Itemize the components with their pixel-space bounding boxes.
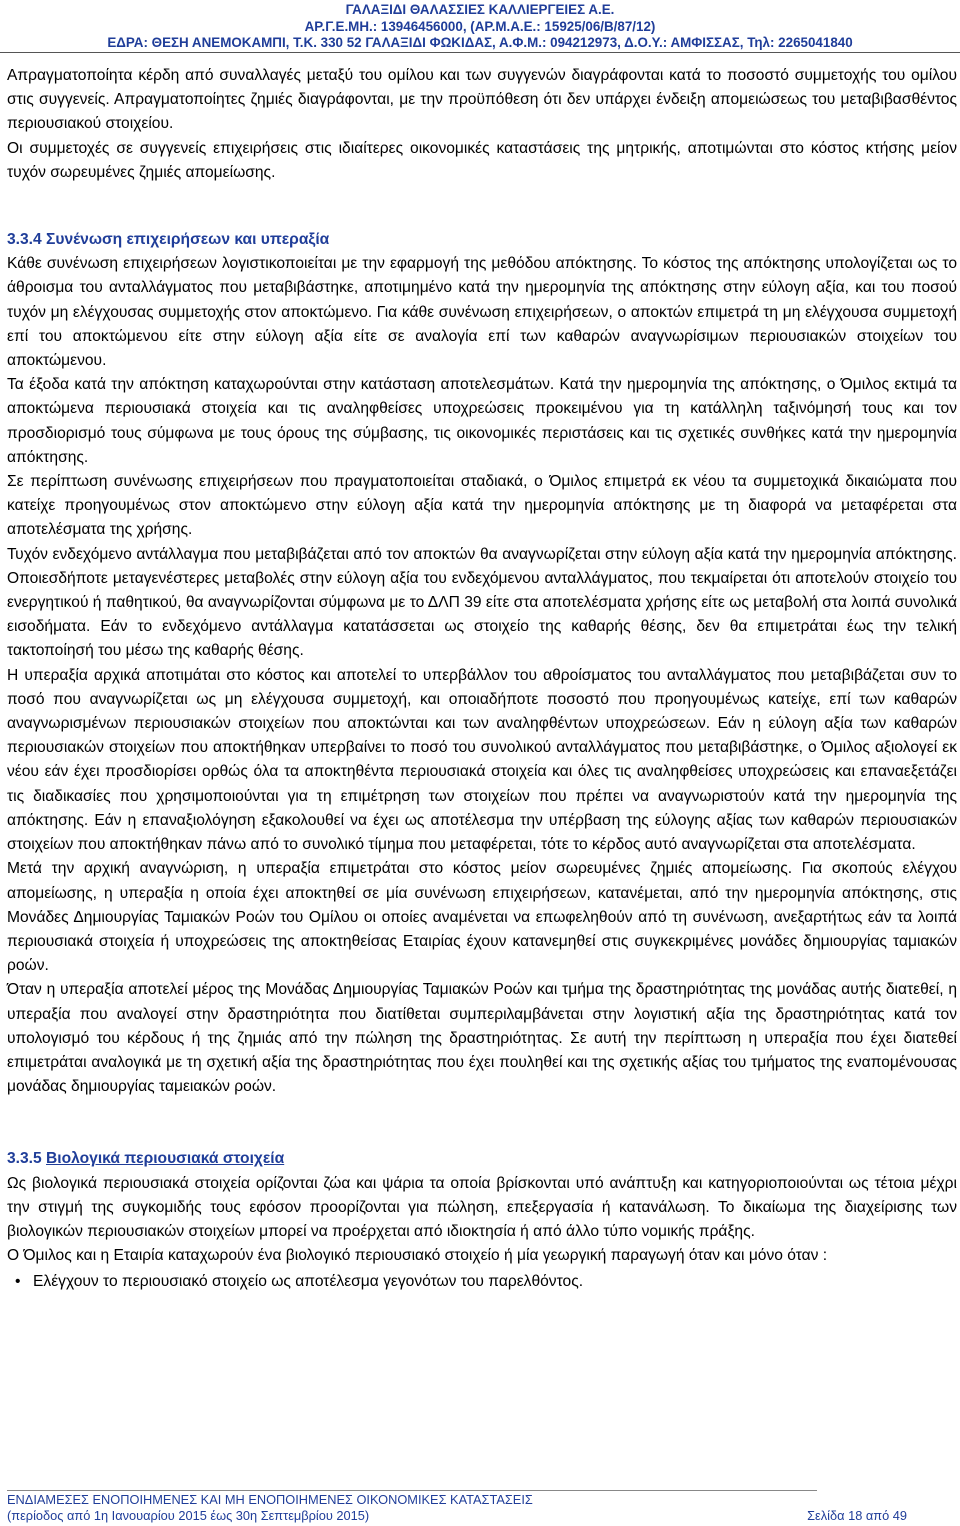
company-name: ΓΑΛΑΞΙΔΙ ΘΑΛΑΣΣΙΕΣ ΚΑΛΛΙΕΡΓΕΙΕΣ Α.Ε. [345,2,615,17]
section-335-paragraph-1: Ως βιολογικά περιουσιακά στοιχεία ορίζονται ζώα και ψάρια τα οποία βρίσκονται υπό ανάπτυξη και κατηγοριοποιούνται ως τέτοια μέχρι την στιγμή της συγκομιδής τους εφόσον προορίζονται για πώληση, επεξεργασία ή κατανάλωση. Το δικαίωμα της διαχείρισης των βιολογικών περιουσιακών στοιχείων μπορεί να προέρχεται από ιδιοκτησία ή από άλλο τύπο νομικής πράξης. [7,1174,957,1240]
spacer [7,1099,957,1147]
company-address: ΕΔΡΑ: ΘΕΣΗ ΑΝΕΜΟΚΑΜΠΙ, Τ.Κ. 330 52 ΓΑΛΑΞΙΔΙ ΦΩΚΙΔΑΣ, Α.Φ.Μ.: 094212973, Δ.Ο.Υ.: ΑΜΦΙΣΣΑΣ, Τηλ: 2265041840 [107,35,853,50]
section-number: 3.3.5 [7,1150,47,1168]
section-334-paragraph: Η υπεραξία αρχικά αποτιμάται στο κόστος και αποτελεί το υπερβάλλον του αθροίσματος του ανταλλάγματος που μεταβιβάζεται συν το ποσό που αναγνωρίζεται ως μη ελέγχουσα συμμετοχή, και οποιαδήποτε ποσοστό που προηγουμένως κατείχε, επί των καθαρών αναγνωρισμένων περιουσιακών στοιχείων που αποκτώνται και των αναληφθέντων υποχρεώσεων. Εάν η εύλογη αξία των καθαρών περιουσιακών στοιχείων που αποκτήθηκαν υπερβαίνει το ποσό του συνολικού ανταλλάγματος που μεταβιβάστηκε, ο Όμιλος αξιολογεί εκ νέου εάν έχει προσδιορίσει ορθώς όλα τα αποκτηθέντα περιουσιακά στοιχεία και όλες τις αναληφθείσες υποχρεώσεις και επαναεξετάζει τις διαδικασίες που χρησιμοποιούνται για τη επιμέτρηση των στοιχείων που πρέπει να αναγνωριστούν κατά την ημερομηνία της απόκτησης. Εάν η επαναξιολόγηση εξακολουθεί να έχει ως αποτέλεσμα την υπέρβαση της εύλογης αξίας των καθαρών περιουσιακών στοιχείων που αποκτήθηκαν πάνω από το συνολικό τίμημα που μεταφέρεται, τότε το κέρδος αυτό αναγνωρίζεται στα αποτελέσματα. [7,666,957,854]
footer-divider [7,1490,817,1491]
bullet-icon: • [15,1273,21,1291]
page-header [0,2,960,52]
intro-paragraph-1: Απραγματοποίητα κέρδη από συναλλαγές μεταξύ του ομίλου και των συγγενών διαγράφονται κατά το ποσοστό συμμετοχής του ομίλου στις συγγενείς. Απραγματοποίητες ζημιές διαγράφονται, με την προϋπόθεση ότι δεν υπάρχει ένδειξη απομειώσεως του μεταβιβασθέντος περιουσιακού στοιχείου. [7,67,957,133]
bullet-list-item [7,1270,957,1294]
footer-period: (περίοδος από 1η Ιανουαρίου 2015 έως 30η Σεπτεμβρίου 2015) [7,1507,370,1523]
section-335-paragraph-2: Ο Όμιλος και η Εταιρία καταχωρούν ένα βιολογικό περιουσιακό στοιχείο ή μία γεωργική παραγωγή όταν και μόνο όταν : [7,1247,828,1265]
section-334-paragraph: Τυχόν ενδεχόμενο αντάλλαγμα που μεταβιβάζεται από τον αποκτών θα αναγνωρίζεται στην εύλογη αξία κατά την ημερομηνία απόκτησης. Οποιεσδήποτε μεταγενέστερες μεταβολές στην εύλογη αξία του ενδεχόμενου ανταλλάγματος, που τεκμαίρεται ότι αποτελούν στοιχείο του ενεργητικού ή παθητικού, θα αναγνωρίζονται σύμφωνα με το ΔΛΠ 39 είτε στα αποτελέσματα χρήσης είτε ως μεταβολή στα λοιπά συνολικά εισοδήματα. Εάν το ενδεχόμενο αντάλλαγμα κατατάσσεται ως στοιχείο της καθαρής θέσης, δεν θα επιμετράται έως την τελική τακτοποίησή του μέσω της καθαρής θέσης. [7,545,957,660]
section-334-paragraph: Κάθε συνένωση επιχειρήσεων λογιστικοποιείται με την εφαρμογή της μεθόδου απόκτησης. Το κόστος της απόκτησης υπολογίζεται ως το άθροισμα του ανταλλάγματος που μεταβιβάστηκε, αποτιμημένο κατά την ημερομηνία της απόκτησης στην εύλογη αξία, και του ποσού τυχόν μη ελέγχουσας συμμετοχής στον αποκτώμενο. Για κάθε συνένωση επιχειρήσεων, ο αποκτών επιμετρά τη μη ελέγχουσα συμμετοχή επί του αποκτώμενου είτε στην εύλογη αξία είτε σε αναλογία επί των καθαρών αναγνωρίσιμων περιουσιακών στοιχείων του αποκτώμενου. [7,255,957,370]
footer-title: ΕΝΔΙΑΜΕΣΕΣ ΕΝΟΠΟΙΗΜΕΝΕΣ ΚΑΙ ΜΗ ΕΝΟΠΟΙΗΜΕΝΕΣ ΟΙΚΟΝΟΜΙΚΕΣ ΚΑΤΑΣΤΑΣΕΙΣ [7,1492,533,1507]
section-334-paragraph: Τα έξοδα κατά την απόκτηση καταχωρούνται στην κατάσταση αποτελεσμάτων. Κατά την ημερομηνία της απόκτησης, ο Όμιλος εκτιμά τα αποκτώμενα περιουσιακά στοιχεία και τις αναληφθείσες υποχρεώσεις προκειμένου για τη κατάλληλη ταξινόμησή τους και τον προσδιορισμό τους σύμφωνα με τους όρους της σύμβασης, τις οικονομικές περιστάσεις και τις σχετικές συνθήκες κατά την ημερομηνία απόκτησης. [7,376,957,466]
document-body [7,64,957,1295]
section-334-paragraph: Σε περίπτωση συνένωσης επιχειρήσεων που πραγματοποιείται σταδιακά, ο Όμιλος επιμετρά εκ νέου τα συμμετοχικά δικαιώματα που κατείχε προηγουμένως στον αποκτώμενο στην εύλογη αξία κατά την ημερομηνία απόκτησης με τη διαφορά να μεταφέρεται στα αποτελέσματα της χρήσης. [7,473,957,539]
bullet-text: Ελέγχουν το περιουσιακό στοιχείο ως αποτέλεσμα γεγονότων του παρελθόντος. [33,1273,584,1291]
section-334-paragraph: Μετά την αρχική αναγνώριση, η υπεραξία επιμετράται στο κόστος μείον σωρευμένες ζημιές απομείωσης. Για σκοπούς ελέγχου απομείωσης, η υπεραξία η οποία έχει αποκτηθεί σε μία συνένωση επιχειρήσεων, κατανέμεται, από την ημερομηνία απόκτησης, στις Μονάδες Δημιουργίας Ταμιακών Ροών του Ομίλου οι οποίες αναμένεται να επωφεληθούν από τη συνένωση, ανεξαρτήτως εάν τα λοιπά περιουσιακά στοιχεία ή υποχρεώσεις της αποκτηθείσας Εταιρίας έχουν κατανεμηθεί στις συγκεκριμένες μονάδες δημιουργίας ταμιακών ροών. [7,860,957,975]
company-registration: ΑΡ.Γ.Ε.ΜΗ.: 13946456000, (ΑΡ.Μ.Α.Ε.: 15925/06/Β/87/12) [304,18,656,34]
section-334-paragraph: Όταν η υπεραξία αποτελεί μέρος της Μονάδας Δημιουργίας Ταμιακών Ροών και τμήμα της δραστηριότητας της μονάδας αυτής διατεθεί, η υπεραξία που αναλογεί στην δραστηριότητα που διατίθεται συμπεριλαμβάνεται στην λογιστική αξία της δραστηριότητας κατά τον υπολογισμό του κέρδους ή της ζημιάς από την πώληση της δραστηριότητας. Σε αυτή την περίπτωση η υπεραξία που έχει διατεθεί επιμετράται αναλογικά με τη σχετική αξία της δραστηριότητας που έχει πουληθεί και της σχετικής αξίας του τμήματος της εναπομένουσας μονάδας δημιουργίας ταμειακών ροών. [7,981,957,1096]
section-title: Βιολογικά περιουσιακά στοιχεία [46,1150,285,1168]
section-heading-business-combinations: 3.3.4 Συνένωση επιχειρήσεων και υπεραξία [7,231,330,249]
spacer [7,185,957,228]
intro-paragraph-2: Οι συμμετοχές σε συγγενείς επιχειρήσεις στις ιδιαίτερες οικονομικές καταστάσεις της μητρικής, αποτιμώνται στο κόστος κτήσης μείον τυχόν σωρευμένες ζημιές απομείωσης. [7,139,957,181]
page-footer [7,1492,907,1523]
header-divider [0,52,960,53]
section-heading-biological-assets [7,1147,957,1171]
page-number: Σελίδα 18 από 49 [807,1507,907,1523]
